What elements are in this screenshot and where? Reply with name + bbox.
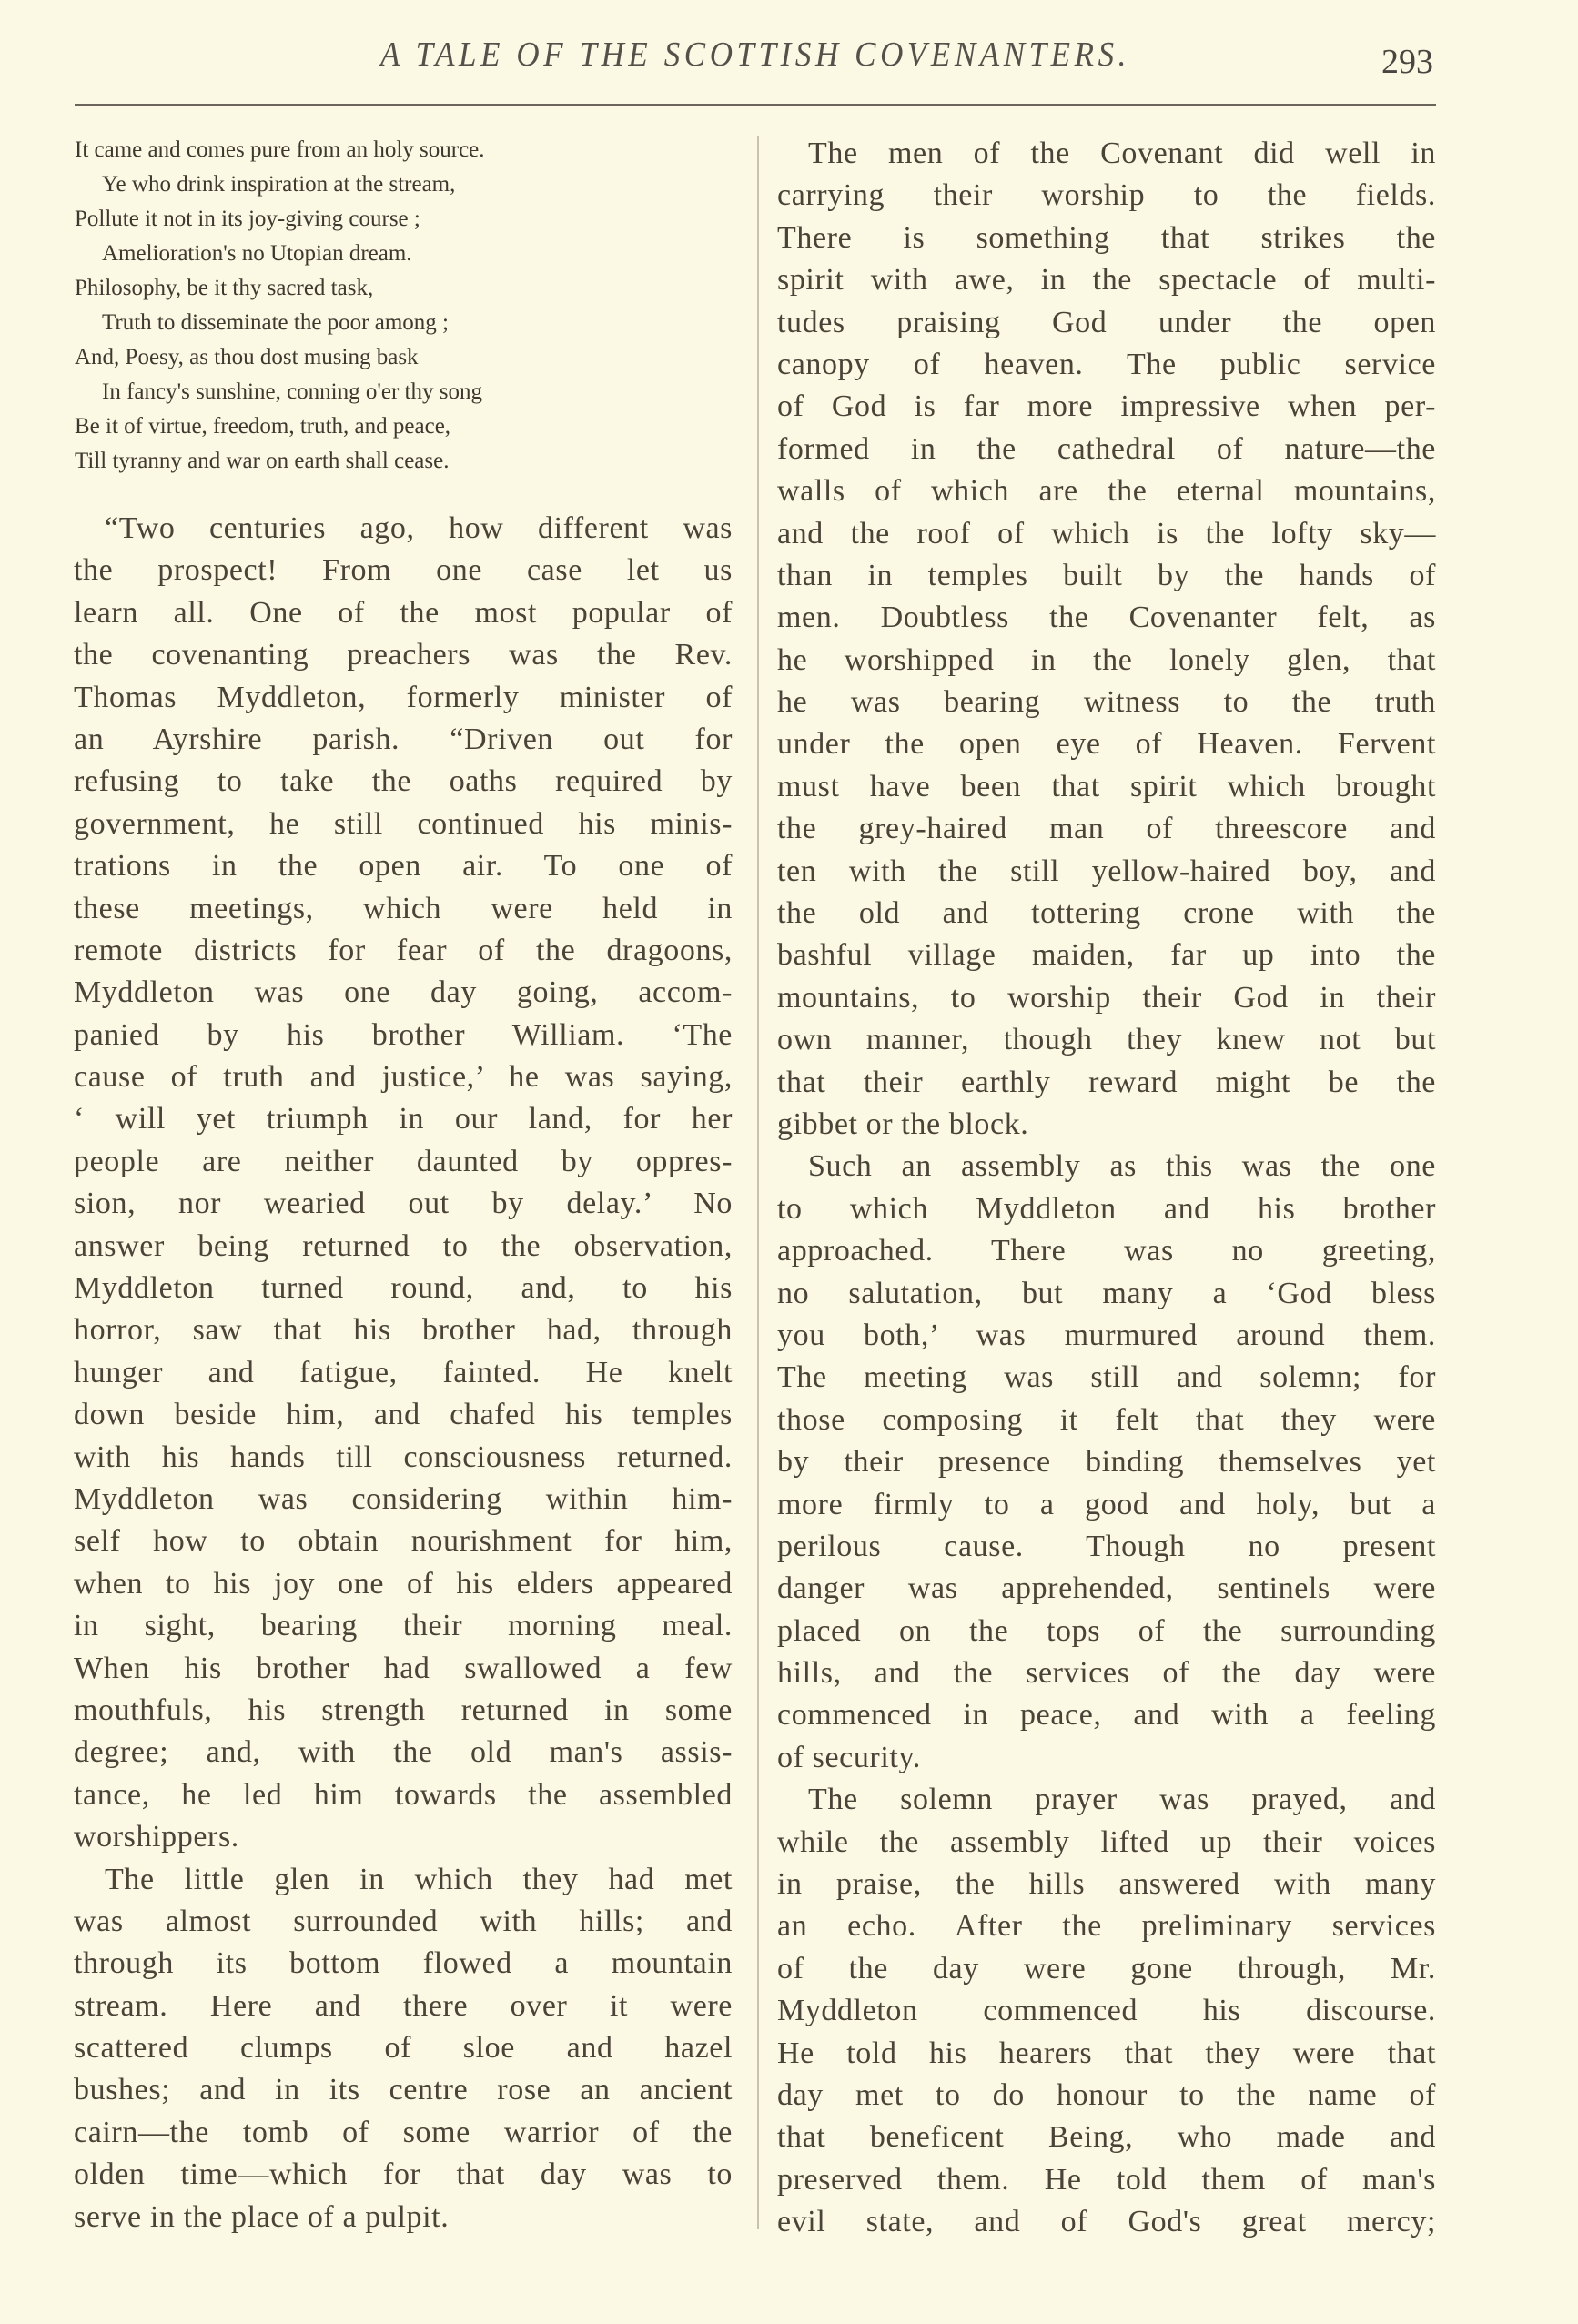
text-line: commenced in peace, and with a feeling bbox=[777, 1698, 1436, 1733]
text-line: and the roof of which is the lofty sky— bbox=[777, 516, 1436, 551]
text-line: he was bearing witness to the truth bbox=[777, 685, 1436, 720]
text-line: learn all. One of the most popular of bbox=[74, 595, 733, 630]
text-line: under the open eye of Heaven. Fervent bbox=[777, 727, 1436, 762]
text-line: tance, he led him towards the assembled bbox=[74, 1777, 733, 1812]
text-line: than in temples built by the hands of bbox=[777, 558, 1436, 592]
text-line: down beside him, and chafed his temples bbox=[74, 1398, 733, 1432]
running-head-title: A TALE OF THE SCOTTISH COVENANTERS. bbox=[379, 35, 1131, 74]
text-line: bushes; and in its centre rose an ancient bbox=[74, 2073, 733, 2107]
text-line: gibbet or the block. bbox=[777, 1106, 1029, 1141]
text-line: refusing to take the oaths required by bbox=[74, 764, 733, 799]
text-line: stream. Here and there over it were bbox=[74, 1988, 733, 2023]
text-line: people are neither daunted by oppres- bbox=[74, 1144, 733, 1178]
text-line: Such an assembly as this was the one bbox=[808, 1149, 1436, 1184]
text-line: Myddleton was considering within him- bbox=[74, 1481, 733, 1516]
text-line: cairn—the tomb of some warrior of the bbox=[74, 2115, 733, 2149]
text-line: mouthfuls, his strength returned in some bbox=[74, 1692, 733, 1727]
text-line: to which Myddleton and his brother bbox=[777, 1191, 1436, 1226]
text-line: own manner, though they knew not but bbox=[777, 1023, 1436, 1057]
text-line: those composing it felt that they were bbox=[777, 1402, 1436, 1437]
text-line: The meeting was still and solemn; for bbox=[777, 1360, 1436, 1395]
text-line: Myddleton turned round, and, to his bbox=[74, 1271, 733, 1306]
text-line: was almost surrounded with hills; and bbox=[74, 1904, 733, 1938]
right-column-text bbox=[777, 133, 1436, 2244]
text-line: the old and tottering crone with the bbox=[777, 896, 1436, 931]
text-line: by their presence binding themselves yet bbox=[777, 1445, 1436, 1480]
text-line: of God is far more impressive when per- bbox=[777, 389, 1436, 424]
text-line: mountains, to worship their God in their bbox=[777, 980, 1436, 1015]
text-line: canopy of heaven. The public service bbox=[777, 347, 1436, 381]
text-line: perilous cause. Though no present bbox=[777, 1529, 1436, 1563]
text-line: an Ayrshire parish. “Driven out for bbox=[74, 722, 733, 756]
text-line: olden time—which for that day was to bbox=[74, 2157, 733, 2192]
text-line: “Two centuries ago, how different was bbox=[105, 511, 733, 545]
text-line: he worshipped in the lonely glen, that bbox=[777, 642, 1436, 677]
text-line: formed in the cathedral of nature—the bbox=[777, 431, 1436, 466]
text-line: He told his hearers that they were that bbox=[777, 2036, 1436, 2070]
text-line: in sight, bearing their morning meal. bbox=[74, 1609, 733, 1643]
text-line: degree; and, with the old man's assis- bbox=[74, 1735, 733, 1770]
text-line: danger was apprehended, sentinels were bbox=[777, 1571, 1436, 1606]
page-number: 293 bbox=[1381, 43, 1433, 81]
text-line: while the assembly lifted up their voices bbox=[777, 1824, 1436, 1859]
text-line: men. Doubtless the Covenanter felt, as bbox=[777, 601, 1436, 635]
text-line: approached. There was no greeting, bbox=[777, 1234, 1436, 1268]
text-line: trations in the open air. To one of bbox=[74, 849, 733, 884]
text-line: ten with the still yellow-haired boy, and bbox=[777, 854, 1436, 888]
text-line: hills, and the services of the day were bbox=[777, 1656, 1436, 1691]
text-line: spirit with awe, in the spectacle of multi- bbox=[777, 263, 1436, 298]
text-line: in praise, the hills answered with many bbox=[777, 1867, 1436, 1902]
text-line: scattered clumps of sloe and hazel bbox=[74, 2031, 733, 2066]
poem-line: Philosophy, be it thy sacred task, bbox=[75, 276, 374, 300]
poem-line: Till tyranny and war on earth shall cease. bbox=[75, 449, 450, 473]
text-line: of security. bbox=[777, 1740, 921, 1774]
text-line: serve in the place of a pulpit. bbox=[74, 2199, 450, 2234]
text-line: you both,’ was murmured around them. bbox=[777, 1318, 1436, 1352]
poem-line: Be it of virtue, freedom, truth, and peace, bbox=[75, 414, 451, 439]
text-line: the prospect! From one case let us bbox=[74, 553, 733, 588]
header-rule bbox=[75, 104, 1436, 106]
text-line: sion, nor wearied out by delay.’ No bbox=[74, 1187, 733, 1221]
text-line: that beneficent Being, who made and bbox=[777, 2120, 1436, 2155]
text-line: Myddleton commenced his discourse. bbox=[777, 1994, 1436, 2028]
poem-line: Amelioration's no Utopian dream. bbox=[102, 241, 412, 266]
poem-line: Pollute it not in its joy-giving course ; bbox=[75, 207, 420, 231]
text-line: cause of truth and justice,’ he was saying, bbox=[74, 1060, 733, 1095]
text-line: ‘ will yet triumph in our land, for her bbox=[74, 1102, 733, 1137]
text-line: worshippers. bbox=[74, 1820, 239, 1854]
text-line: bashful village maiden, far up into the bbox=[777, 938, 1436, 973]
text-line: carrying their worship to the fields. bbox=[777, 178, 1436, 213]
text-line: self how to obtain nourishment for him, bbox=[74, 1524, 733, 1559]
text-line: There is something that strikes the bbox=[777, 220, 1436, 255]
text-line: horror, saw that his brother had, through bbox=[74, 1313, 733, 1348]
text-line: hunger and fatigue, fainted. He knelt bbox=[74, 1355, 733, 1389]
text-line: tudes praising God under the open bbox=[777, 305, 1436, 339]
text-line: when to his joy one of his elders appeared bbox=[74, 1566, 733, 1601]
text-line: no salutation, but many a ‘God bless bbox=[777, 1276, 1436, 1310]
poem-line: And, Poesy, as thou dost musing bask bbox=[75, 345, 419, 369]
text-line: of the day were gone through, Mr. bbox=[777, 1951, 1436, 1986]
text-line: The solemn prayer was prayed, and bbox=[808, 1783, 1436, 1817]
text-line: panied by his brother William. ‘The bbox=[74, 1017, 733, 1052]
text-line: these meetings, which were held in bbox=[74, 891, 733, 925]
text-line: The little glen in which they had met bbox=[105, 1862, 733, 1896]
text-line: government, he still continued his minis- bbox=[74, 806, 733, 841]
poem-stanza bbox=[75, 133, 712, 479]
text-line: Thomas Myddleton, formerly minister of bbox=[74, 680, 733, 714]
text-line: evil state, and of God's great mercy; bbox=[777, 2205, 1436, 2239]
text-line: an echo. After the preliminary services bbox=[777, 1909, 1436, 1944]
column-divider bbox=[757, 136, 759, 2229]
left-column-text bbox=[74, 508, 733, 2238]
text-line: with his hands till consciousness returned. bbox=[74, 1440, 733, 1474]
text-line: When his brother had swallowed a few bbox=[74, 1651, 733, 1685]
poem-line: Truth to disseminate the poor among ; bbox=[102, 310, 449, 335]
text-line: answer being returned to the observation, bbox=[74, 1228, 733, 1263]
text-line: placed on the tops of the surrounding bbox=[777, 1613, 1436, 1648]
text-line: remote districts for fear of the dragoons, bbox=[74, 933, 733, 967]
text-line: that their earthly reward might be the bbox=[777, 1065, 1436, 1099]
text-line: more firmly to a good and holy, but a bbox=[777, 1487, 1436, 1521]
text-line: the grey-haired man of threescore and bbox=[777, 812, 1436, 846]
text-line: the covenanting preachers was the Rev. bbox=[74, 638, 733, 672]
text-line: walls of which are the eternal mountains, bbox=[777, 474, 1436, 509]
text-line: Myddleton was one day going, accom- bbox=[74, 975, 733, 1010]
text-line: must have been that spirit which brought bbox=[777, 769, 1436, 803]
poem-line: Ye who drink inspiration at the stream, bbox=[102, 172, 456, 197]
text-line: The men of the Covenant did well in bbox=[808, 136, 1436, 170]
text-line: day met to do honour to the name of bbox=[777, 2077, 1436, 2112]
text-line: preserved them. He told them of man's bbox=[777, 2162, 1436, 2197]
poem-line: In fancy's sunshine, conning o'er thy song bbox=[102, 379, 482, 404]
poem-line: It came and comes pure from an holy source. bbox=[75, 137, 485, 162]
text-line: through its bottom flowed a mountain bbox=[74, 1946, 733, 1981]
